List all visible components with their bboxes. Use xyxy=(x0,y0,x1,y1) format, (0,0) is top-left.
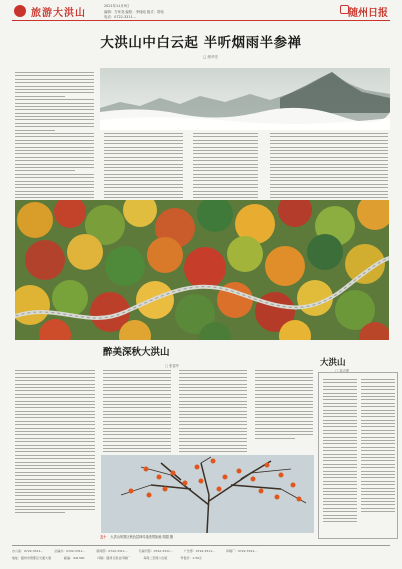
footer-item: 广告部：0722-3311... xyxy=(183,549,215,553)
header-meta xyxy=(104,4,164,21)
page-footer xyxy=(0,545,402,569)
footer-item: 每周二至周六出版 xyxy=(143,556,168,560)
persimmon-tree-photo xyxy=(101,455,314,533)
autumn-forest-photo xyxy=(15,200,389,340)
footer-item: 专副刊部：0722-3311... xyxy=(138,549,173,553)
header-meta-line: 编辑：方家尧 编校：李纯纯 版式：胡伟 xyxy=(104,9,164,14)
poem-col-2 xyxy=(361,379,395,515)
footer-item: 新闻部：0722-3311... xyxy=(96,549,128,553)
masthead-title: 随州日报 xyxy=(348,8,388,19)
page-header xyxy=(0,0,402,24)
footer-item: 办公室：0722-3311... xyxy=(12,549,44,553)
feature-article-col-4 xyxy=(255,370,313,441)
main-article-title: 大洪山中白云起 半听烟雨半参禅 xyxy=(100,35,302,51)
footer-item: 总编办：0722-3311... xyxy=(54,549,86,553)
poem-title: 大洪山 xyxy=(320,358,346,368)
poem-col-1 xyxy=(323,379,357,525)
footer-row-1 xyxy=(12,549,390,553)
feature-article-col-1 xyxy=(15,370,95,516)
photo-caption-label: 五十 xyxy=(100,535,107,539)
footer-item: 印刷厂：0722-3311... xyxy=(225,549,258,553)
header-meta-line: 2021年11月9日 xyxy=(104,4,130,8)
footer-item: 地址：随州市曾都区交通大道 xyxy=(12,556,52,560)
mountain-mist-photo xyxy=(100,68,390,130)
feature-article-title: 醉美深秋大洪山 xyxy=(103,347,170,358)
footer-item: 零售价：1.50元 xyxy=(180,556,203,560)
footer-rule xyxy=(12,545,390,546)
header-meta-line: 电话：0722-3311... xyxy=(104,15,136,19)
footer-item: 印刷：随州日报社印刷厂 xyxy=(97,556,131,560)
footer-item: 邮编：441300 xyxy=(63,556,85,560)
photo-caption xyxy=(100,534,173,539)
main-article-byline: □ 颜华宏 xyxy=(203,55,219,59)
column-name: 旅游大洪山 xyxy=(31,8,86,19)
feature-article-byline: □ 张春华 xyxy=(165,364,180,368)
photo-caption-text: 大洪山风景区秋色层林尽染美景如画 胡超 摄 xyxy=(110,535,173,539)
header-rule xyxy=(12,20,390,21)
logo-icon xyxy=(14,5,26,17)
footer-row-2 xyxy=(12,556,390,560)
poem-byline: □ 刘志强 xyxy=(335,369,350,373)
poem-box xyxy=(318,372,398,539)
